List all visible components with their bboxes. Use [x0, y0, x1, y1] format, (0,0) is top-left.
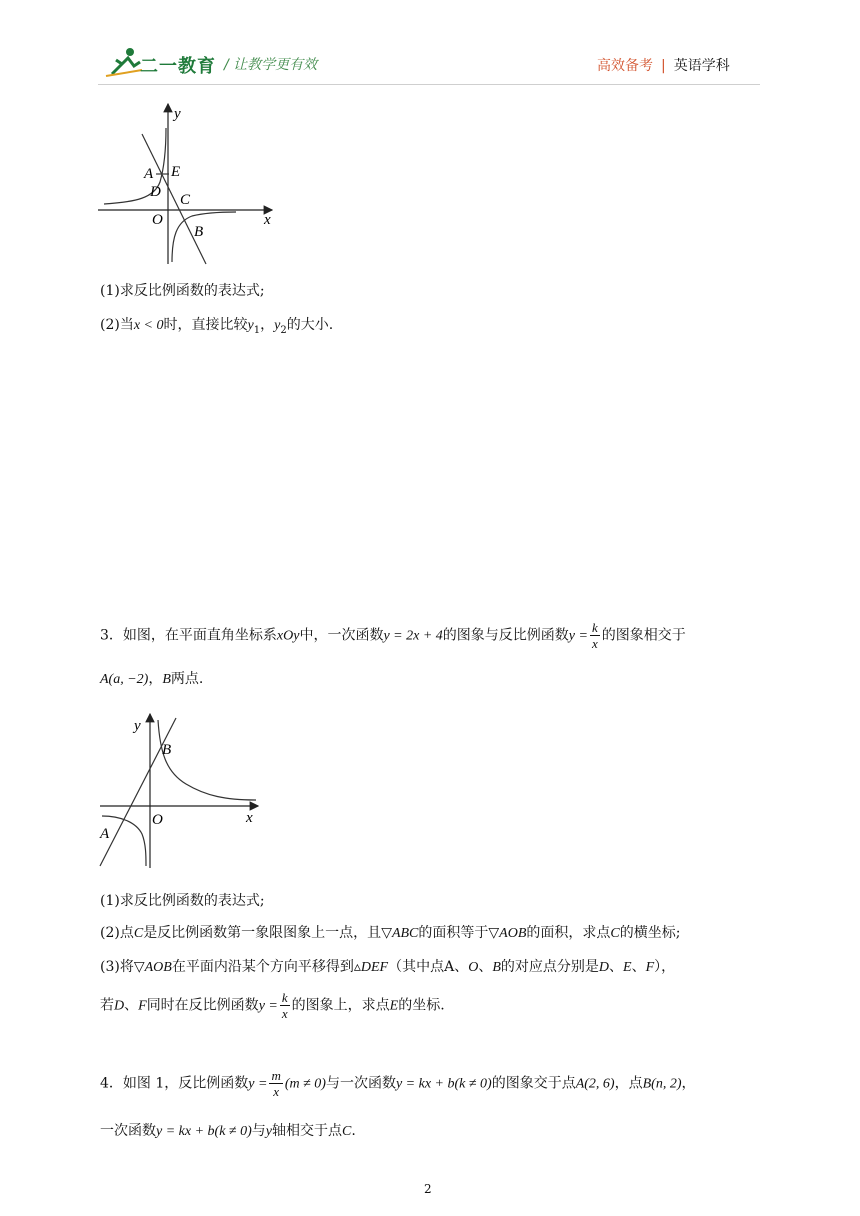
q3-part3-line2: 若D、F同时在反比例函数y = $\frac{k}{x}$ 的图象上，求点E的坐标. [100, 990, 445, 1021]
figure-2-graph [96, 712, 266, 870]
header-subject: 英语学科 [673, 58, 730, 74]
linear-line [100, 718, 176, 866]
q4-intro: 4．如图 1，反比例函数y = $\frac{m}{x}$ (m ≠ 0)与一次函数y = kx + b(k ≠ 0)的图象交于点A(2, 6)，点B(n, 2)， [100, 1068, 696, 1099]
label-E: E [171, 164, 181, 180]
label-B: B [162, 742, 172, 758]
header-divider [98, 84, 760, 85]
runner-logo-icon [104, 46, 144, 80]
q3-intro: 3．如图，在平面直角坐标系xOy中，一次函数y = 2x + 4的图象与反比例函数y = $\frac{k}{x}$ 的图象相交于 [100, 620, 686, 651]
label-A: A [100, 826, 110, 842]
q3-part1: (1)求反比例函数的表达式; [100, 893, 265, 909]
label-D: D [150, 184, 161, 200]
q3-part2: (2)点C是反比例函数第一象限图象上一点，且▽ABC的面积等于▽AOB的面积，求点C的横坐标; [100, 925, 681, 941]
label-O: O [152, 212, 163, 228]
label-A: A [144, 166, 154, 182]
label-O: O [152, 812, 163, 828]
label-x: x [264, 212, 271, 228]
q2-part1: (1)求反比例函数的表达式; [100, 283, 265, 299]
figure-1-graph [96, 98, 286, 270]
q2-part2: (2)当x < 0时，直接比较$y_1$，$y_2$的大小. [100, 317, 334, 336]
q3-part3: (3)将▽AOB在平面内沿某个方向平移得到▵DEF（其中点A、O、B的对应点分别是D、E、F）， [100, 959, 676, 975]
label-x: x [246, 810, 253, 826]
header-label: 高效备考 [597, 58, 653, 74]
brand-name: 二一教育 [140, 56, 216, 77]
q4-line2: 一次函数y = kx + b(k ≠ 0)与y轴相交于点C. [100, 1123, 356, 1139]
hyperbola-branch-4 [172, 212, 236, 262]
label-C: C [180, 192, 191, 208]
label-y: y [134, 718, 141, 734]
hyperbola-branch-1 [158, 720, 256, 800]
label-B: B [194, 224, 204, 240]
page-number: 2 [424, 1182, 432, 1196]
header-right [597, 55, 730, 75]
label-y: y [174, 106, 181, 122]
q3-intro-line2: A(a, −2)，B两点. [100, 671, 204, 687]
brand-slogan: / 让教学更有效 [224, 57, 318, 73]
header-separator: | [661, 58, 666, 74]
